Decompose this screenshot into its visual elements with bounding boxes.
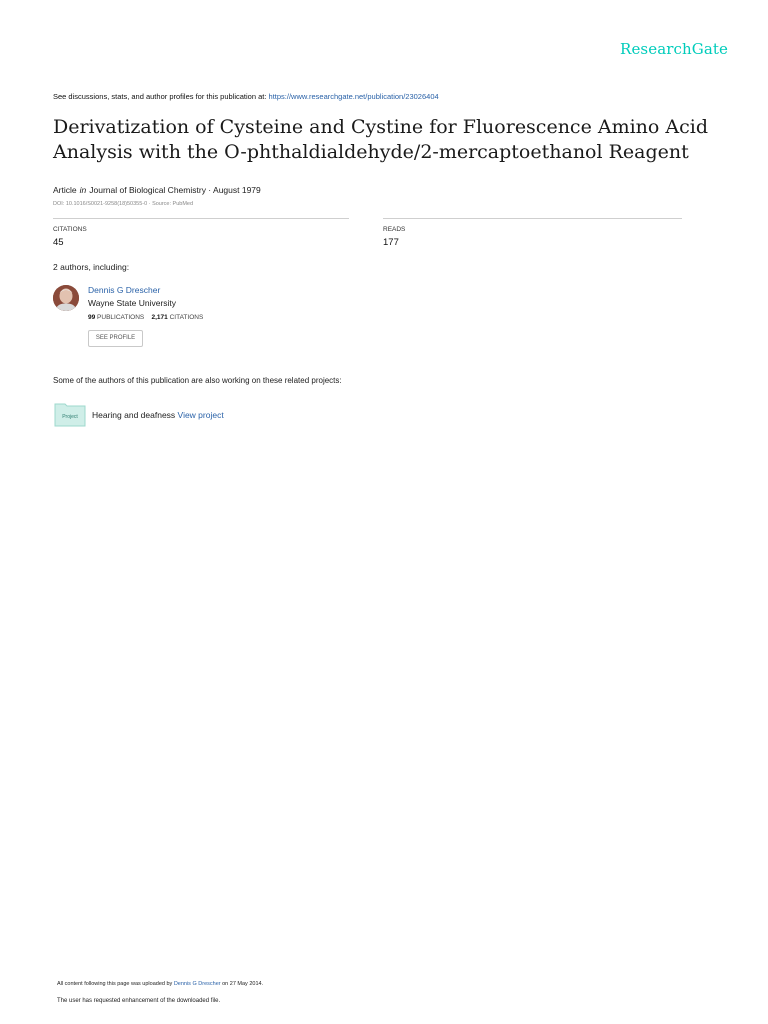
citations-divider: [53, 218, 349, 219]
upload-note: [57, 981, 263, 987]
discussions-text: See discussions, stats, and author profiles for this publication at:: [53, 92, 267, 101]
journal-info: Journal of Biological Chemistry · August 1979: [89, 185, 261, 195]
project-entry: [92, 410, 224, 420]
publication-url-link[interactable]: https://www.researchgate.net/publication/23026404: [268, 92, 439, 101]
reads-divider: [383, 218, 682, 219]
publications-label: PUBLICATIONS: [97, 314, 145, 321]
project-name: Hearing and deafness: [92, 410, 176, 420]
discussions-line: [53, 92, 439, 101]
author-institution: Wayne State University: [88, 298, 177, 308]
publication-meta: [53, 185, 261, 195]
in-word: in: [79, 185, 87, 195]
upload-suffix: on 27 May 2014.: [222, 981, 264, 987]
authors-heading: 2 authors, including:: [53, 262, 130, 272]
author-stats: [88, 314, 203, 321]
project-icon-label: Project: [62, 414, 78, 420]
reads-count: 177: [383, 237, 399, 248]
enhancement-note: The user has requested enhancement of the downloaded file.: [57, 998, 221, 1004]
author-citations-label: CITATIONS: [169, 314, 204, 321]
upload-prefix: All content following this page was uploaded by: [57, 981, 173, 987]
author-citations-count: 2,171: [151, 314, 168, 321]
article-type: Article: [53, 185, 77, 195]
citations-count: 45: [53, 237, 64, 248]
author-photo-icon: [53, 285, 79, 311]
page-title: Derivatization of Cysteine and Cystine for Fluorescence Amino Acid Analysis with the O-phthaldialdehyde/2-mercaptoethanol Reagent: [53, 116, 708, 163]
see-profile-button[interactable]: SEE PROFILE: [88, 330, 143, 347]
uploader-link[interactable]: Dennis G Drescher: [173, 981, 221, 987]
related-projects-heading: Some of the authors of this publication are also working on these related projects:: [53, 376, 342, 385]
researchgate-logo[interactable]: ResearchGate: [620, 40, 728, 58]
doi-source: DOI: 10.1016/S0021-9258(18)50355-0 · Source: PubMed: [53, 201, 194, 207]
avatar[interactable]: [53, 285, 79, 311]
author-name-link[interactable]: Dennis G Drescher: [88, 285, 161, 295]
reads-label: READS: [383, 226, 406, 233]
citations-label: CITATIONS: [53, 226, 87, 233]
publications-count: 99: [88, 314, 96, 321]
project-folder-icon: [54, 401, 86, 427]
view-project-link[interactable]: View project: [177, 410, 224, 420]
